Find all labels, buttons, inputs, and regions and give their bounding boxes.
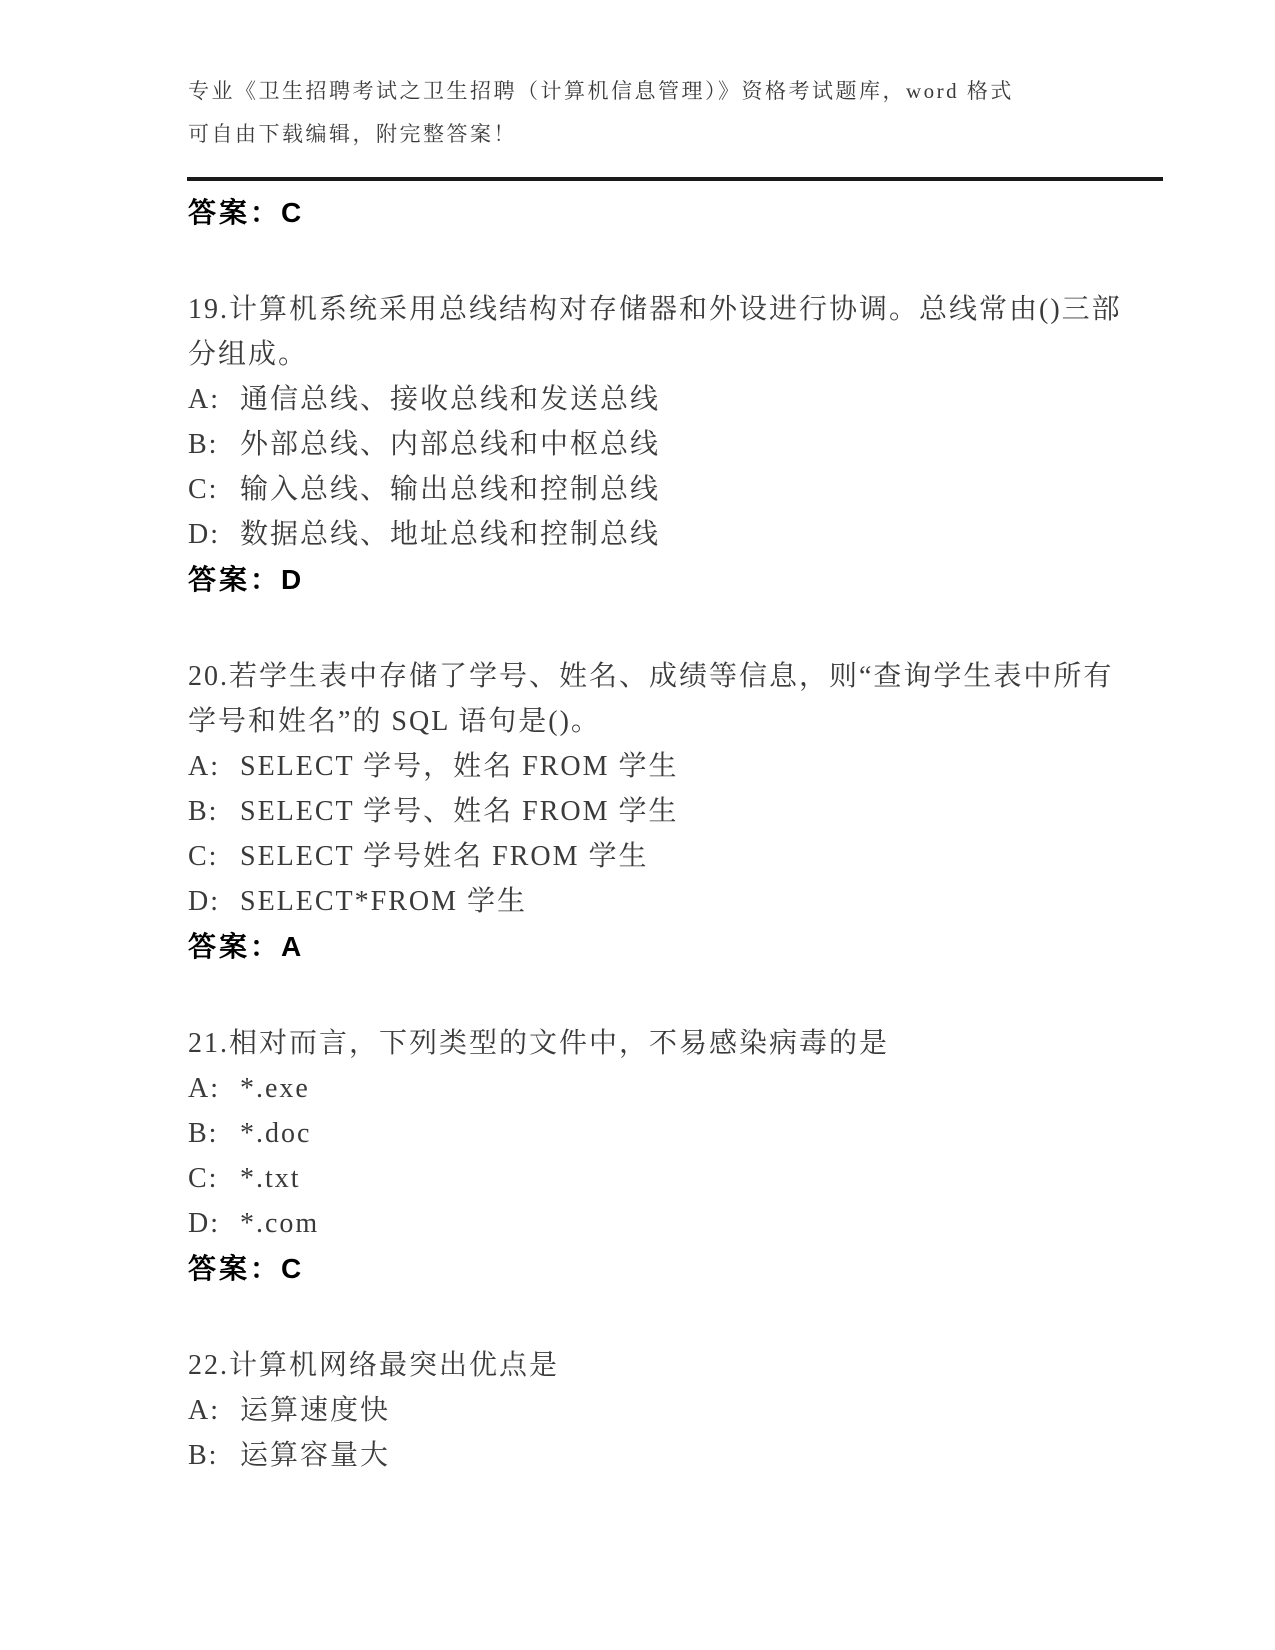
- option-text: SELECT*FROM 学生: [240, 886, 528, 917]
- page-header: [188, 70, 1163, 156]
- question-text: 20.若学生表中存储了学号、姓名、成绩等信息，则“查询学生表中所有学号和姓名”的 SQL 语句是()。: [188, 661, 1114, 737]
- option-row: [188, 1388, 1133, 1433]
- option-text: 通信总线、接收总线和发送总线: [240, 384, 661, 415]
- option-letter: C:: [188, 1163, 219, 1194]
- option-row: [188, 377, 1133, 422]
- option-letter: C:: [188, 841, 219, 872]
- answer-line: 答案：C: [188, 1253, 305, 1284]
- option-row: [188, 1066, 1133, 1111]
- option-row: [188, 834, 1133, 879]
- option-text: *.com: [240, 1208, 320, 1239]
- option-row: [188, 422, 1133, 467]
- option-letter: B:: [188, 429, 219, 460]
- question-text: 21.相对而言，下列类型的文件中，不易感染病毒的是: [188, 1028, 890, 1059]
- header-divider: [187, 177, 1163, 181]
- option-row: [188, 1156, 1133, 1201]
- question-text: 22.计算机网络最突出优点是: [188, 1350, 560, 1381]
- option-text: SELECT 学号姓名 FROM 学生: [240, 841, 649, 872]
- option-letter: A:: [188, 384, 220, 415]
- option-text: *.exe: [240, 1073, 310, 1104]
- option-row: [188, 744, 1133, 789]
- option-letter: B:: [188, 1440, 219, 1471]
- header-line-2: 可自由下载编辑，附完整答案！: [188, 122, 517, 146]
- option-letter: A:: [188, 751, 220, 782]
- option-text: *.txt: [240, 1163, 301, 1194]
- option-text: *.doc: [240, 1118, 312, 1149]
- option-text: SELECT 学号，姓名 FROM 学生: [240, 751, 679, 782]
- header-line-1: 专业《卫生招聘考试之卫生招聘（计算机信息管理）》资格考试题库，word 格式: [188, 79, 1014, 103]
- option-letter: D:: [188, 886, 220, 917]
- question-block-19: [188, 287, 1133, 602]
- option-text: 输入总线、输出总线和控制总线: [240, 474, 661, 505]
- option-row: [188, 1201, 1133, 1246]
- document-body: [188, 190, 1133, 1478]
- question-block-22: [188, 1343, 1133, 1478]
- answer-line: 答案：A: [188, 931, 305, 962]
- option-letter: B:: [188, 1118, 219, 1149]
- option-letter: B:: [188, 796, 219, 827]
- option-text: 数据总线、地址总线和控制总线: [240, 519, 661, 550]
- option-text: 运算速度快: [240, 1395, 391, 1426]
- question-block-20: [188, 654, 1133, 969]
- answer-line: 答案：D: [188, 564, 305, 595]
- option-row: [188, 1433, 1133, 1478]
- option-text: 外部总线、内部总线和中枢总线: [240, 429, 661, 460]
- option-letter: C:: [188, 474, 219, 505]
- option-row: [188, 789, 1133, 834]
- question-block-21: [188, 1021, 1133, 1291]
- answer-line-previous: 答案：C: [188, 197, 305, 228]
- option-row: [188, 879, 1133, 924]
- option-letter: A:: [188, 1073, 220, 1104]
- option-row: [188, 1111, 1133, 1156]
- option-row: [188, 467, 1133, 512]
- option-letter: A:: [188, 1395, 220, 1426]
- option-letter: D:: [188, 519, 220, 550]
- option-text: SELECT 学号、姓名 FROM 学生: [240, 796, 679, 827]
- option-letter: D:: [188, 1208, 220, 1239]
- option-row: [188, 512, 1133, 557]
- option-text: 运算容量大: [240, 1440, 391, 1471]
- question-text: 19.计算机系统采用总线结构对存储器和外设进行协调。总线常由()三部分组成。: [188, 294, 1122, 370]
